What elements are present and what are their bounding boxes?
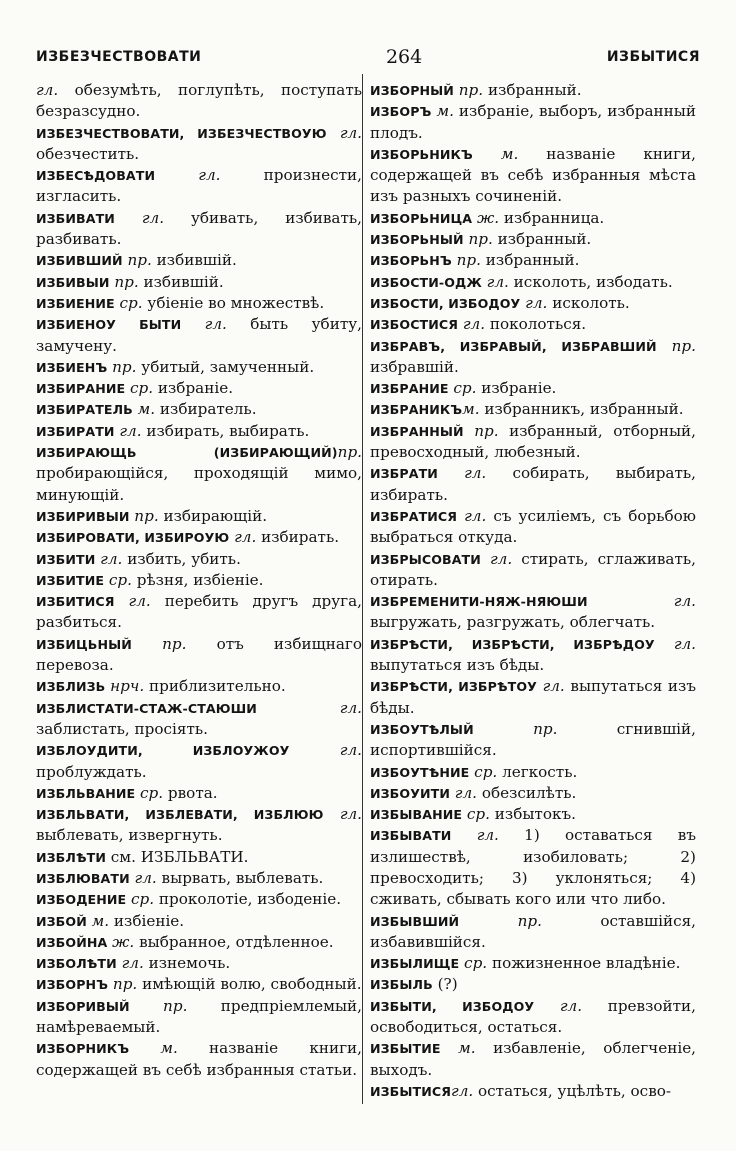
dictionary-entry	[370, 229, 696, 250]
entry-definition: избраніе, выборъ, избранный плодъ.	[370, 102, 696, 142]
entry-definition: остаться, уцѣлѣть, осво-	[473, 1081, 672, 1100]
entry-headword: ИЗБИРАТЕЛЬ	[36, 402, 133, 418]
entry-grammar: ср.	[469, 762, 498, 781]
entry-definition: 1) оставаться въ излишествѣ, изобиловать; 2) превосходить; 3) уклоняться; 4) сживать, сбывать кого или что либо.	[370, 826, 696, 909]
dictionary-entry	[36, 783, 362, 804]
entry-headword: ИЗБИВЫИ	[36, 274, 110, 290]
left-column	[36, 80, 362, 1081]
entry-definition: проколотіе, избоденіе.	[154, 890, 342, 909]
entry-headword: ИЗБОРЬНЪ	[370, 253, 452, 269]
entry-headword: ИЗБИРАЮЩЬ (ИЗБИРАЮЩИЙ)	[36, 445, 338, 461]
entry-headword: ИЗБОРЬНИЦА	[370, 210, 473, 226]
entry-grammar: пр.	[459, 911, 542, 930]
entry-grammar: пр.	[131, 634, 187, 653]
entry-headword: ИЗБОУИТИ	[370, 785, 450, 801]
entry-grammar: гл.	[458, 315, 486, 334]
entry-headword: ИЗБЫТИСЯ	[370, 1083, 452, 1099]
entry-grammar: нрч.	[105, 677, 145, 696]
entry-definition: исколоть.	[547, 293, 630, 312]
entry-headword: ИЗБОРНЫЙ	[370, 83, 454, 98]
dictionary-entry	[36, 911, 362, 932]
entry-definition: обезумѣть, поглупѣть, поступать безразсудно.	[36, 81, 362, 121]
entry-headword: ИЗБЫЛИЩЕ	[370, 956, 460, 972]
entry-grammar: ср.	[114, 293, 143, 312]
entry-grammar: гл.	[654, 634, 696, 653]
entry-grammar: гл.	[229, 528, 257, 547]
entry-headword: ИЗБИЕНОУ БЫТИ	[36, 317, 182, 333]
entry-definition: названіе книги, содержащей въ себѣ избранныя статьи.	[36, 1039, 362, 1079]
dictionary-entry	[36, 953, 362, 974]
entry-grammar: м.	[129, 1039, 178, 1058]
dictionary-entry	[370, 208, 696, 229]
entry-definition: заблистать, просіять.	[36, 719, 208, 738]
entry-definition: приблизительно.	[144, 677, 286, 696]
entry-definition: см. ИЗБЛЬВАТИ.	[105, 847, 249, 866]
entry-grammar: гл.	[114, 592, 151, 611]
entry-grammar: м.	[440, 1039, 476, 1058]
entry-definition: избившій.	[151, 251, 237, 270]
entry-headword: ИЗБОДЕНИЕ	[36, 892, 127, 908]
dictionary-entry	[36, 868, 362, 889]
entry-headword: ИЗБЛЮВАТИ	[36, 870, 130, 886]
dictionary-entry	[36, 314, 362, 357]
entry-grammar: м.	[86, 911, 110, 930]
entry-definition: выпутаться изъ бѣды.	[370, 677, 696, 717]
dictionary-entry	[370, 591, 696, 634]
header-right-word: ИЗБЫТИСЯ	[606, 49, 700, 65]
dictionary-entry	[370, 974, 696, 995]
entry-definition: вырвать, выблевать.	[156, 868, 324, 887]
dictionary-entry	[370, 719, 696, 762]
entry-definition: рѣзня, избіеніе.	[131, 570, 264, 589]
entry-definition: выгружать, разгружать, облегчать.	[370, 613, 656, 632]
entry-definition: избравшій.	[370, 357, 459, 376]
entry-headword: ИЗБИВАТИ	[36, 210, 115, 226]
entry-definition: изнемочь.	[143, 954, 231, 973]
dictionary-entry	[36, 932, 362, 953]
entry-definition: предпріемлемый, намѣреваемый.	[36, 996, 362, 1037]
entry-definition: оставшійся, избавившійся.	[370, 911, 696, 951]
entry-grammar: пр.	[122, 251, 152, 270]
entry-grammar: пр.	[337, 443, 362, 462]
entry-definition: выблевать, извергнуть.	[36, 826, 223, 845]
entry-headword: ИЗБОРНЪ	[36, 977, 109, 993]
entry-definition: избирать, выбирать.	[141, 421, 310, 440]
dictionary-entry	[36, 1038, 362, 1081]
entry-definition: проблуждать.	[36, 762, 147, 781]
entry-headword: ИЗБИРИВЫИ	[36, 508, 130, 524]
dictionary-entry	[370, 272, 696, 293]
entry-definition: избавленіе, облегченіе, выходъ.	[370, 1039, 697, 1079]
dictionary-entry	[370, 399, 696, 420]
entry-headword: ИЗБОРЪ	[370, 104, 432, 120]
entry-definition: сгнившій, испортившійся.	[370, 719, 696, 760]
entry-headword: ИЗБЫТИ, ИЗБОДОУ	[370, 998, 535, 1014]
entry-grammar: гл.	[114, 421, 142, 440]
entry-definition: выпутаться изъ бѣды.	[370, 656, 545, 675]
entry-definition: избраніе.	[153, 379, 234, 398]
dictionary-entry	[36, 123, 362, 166]
entry-definition: избранный, отборный, превосходный, любезный.	[370, 421, 696, 462]
dictionary-entry	[36, 506, 362, 527]
entry-definition: съ усиліемъ, съ борьбою выбраться откуда.	[370, 506, 696, 547]
dictionary-entry	[370, 101, 696, 144]
entry-headword: ИЗБРАНИЕ	[370, 381, 449, 397]
entry-grammar: ср.	[459, 954, 488, 973]
entry-headword: ИЗБРАТИ	[370, 466, 438, 482]
entry-definition: собирать, выбирать, избирать.	[370, 464, 696, 504]
entry-headword: ИЗБИЕНЪ	[36, 359, 108, 375]
entry-definition: легкость.	[497, 762, 578, 781]
entry-grammar: гл.	[481, 272, 509, 291]
entry-headword: ИЗБОРЬНЫЙ	[370, 232, 464, 248]
dictionary-entry	[370, 783, 696, 804]
entry-headword: ИЗБИЕНИЕ	[36, 295, 115, 311]
entry-grammar: ср.	[125, 379, 154, 398]
entry-headword: ИЗБЛЬВАТИ, ИЗБЛЕВАТИ, ИЗБЛЮЮ	[36, 807, 324, 823]
entry-definition: (?)	[432, 975, 458, 994]
entry-definition: выбранное, отдѣленное.	[134, 932, 334, 951]
entry-headword: ИЗБОРНИКЪ	[36, 1041, 130, 1057]
entry-definition: убитый, замученный.	[136, 357, 315, 376]
entry-grammar: пр.	[463, 421, 499, 440]
entry-definition: обезсилѣть.	[477, 783, 577, 802]
dictionary-entry	[36, 293, 362, 314]
entry-headword: ИЗБОРЬНИКЪ	[370, 146, 473, 162]
dictionary-entry	[370, 314, 696, 335]
entry-definition: имѣющій волю, свободный.	[137, 975, 362, 994]
entry-headword: ИЗБЛИЗЬ	[36, 679, 106, 695]
dictionary-entry	[370, 676, 696, 719]
dictionary-entry	[370, 1038, 696, 1081]
dictionary-entry	[370, 506, 696, 549]
dictionary-entry	[36, 250, 362, 271]
entry-headword: ИЗБИЦЬНЫЙ	[36, 636, 132, 652]
dictionary-entry	[36, 378, 362, 399]
entry-grammar: м.	[132, 400, 156, 419]
dictionary-entry	[36, 974, 362, 995]
dictionary-entry	[36, 80, 362, 123]
entry-headword: ИЗБЕЗЧЕСТВОВАТИ, ИЗБЕЗЧЕСТВОУЮ	[36, 125, 327, 141]
entry-grammar: гл.	[323, 805, 362, 824]
entry-grammar: ср.	[104, 570, 132, 589]
entry-definition: избившій.	[138, 272, 224, 291]
dictionary-entry	[370, 421, 696, 464]
entry-grammar: гл.	[129, 868, 157, 887]
entry-grammar: пр.	[451, 251, 481, 270]
entry-definition: избиратель.	[155, 400, 257, 419]
entry-definition: пробирающійся, проходящій мимо, минующій.	[36, 464, 362, 504]
dictionary-entry	[370, 378, 696, 399]
entry-grammar: ср.	[448, 379, 477, 398]
entry-definition: обезчестить.	[36, 144, 140, 163]
entry-headword: ИЗБРАНИКЪ	[370, 402, 463, 418]
entry-headword: ИЗБЫВАНИЕ	[370, 807, 463, 823]
entry-grammar: гл.	[181, 315, 227, 334]
entry-definition: избирающій.	[158, 506, 268, 525]
entry-grammar: м.	[431, 102, 454, 121]
dictionary-entry	[36, 740, 362, 783]
entry-headword: ИЗБИРОВАТИ, ИЗБИРОУЮ	[36, 530, 230, 546]
dictionary-entry	[36, 889, 362, 910]
entry-definition: произнести, изгласить.	[36, 166, 362, 206]
entry-definition: избытокъ.	[489, 805, 576, 824]
entry-headword: ИЗБЛИСТАТИ-СТАЖ-СТАЮШИ	[36, 700, 257, 716]
dictionary-entry	[36, 698, 362, 741]
column-divider	[362, 74, 363, 1104]
header-left-word: ИЗБЕЗЧЕСТВОВАТИ	[36, 49, 202, 65]
entry-headword: ИЗБРЫСОВАТИ	[370, 551, 481, 567]
entry-definition: убіеніе во множествѣ.	[142, 293, 325, 312]
entry-headword: ИЗБЫВАТИ	[370, 828, 452, 844]
dictionary-entry	[36, 527, 362, 548]
entry-grammar: гл.	[451, 826, 499, 845]
dictionary-entry	[370, 293, 696, 314]
entry-headword: ИЗБИРАТИ	[36, 423, 115, 439]
entry-definition: избранный.	[480, 251, 580, 270]
dictionary-entry	[370, 762, 696, 783]
entry-grammar: гл.	[289, 741, 362, 760]
entry-grammar: ж.	[107, 932, 135, 951]
entry-definition: поколоться.	[485, 315, 587, 334]
dictionary-entry	[36, 676, 362, 697]
entry-headword: ИЗБЫВШИЙ	[370, 913, 460, 929]
entry-headword: ИЗБИТИ	[36, 551, 96, 567]
entry-headword: ИЗБОСТИСЯ	[370, 317, 459, 333]
dictionary-entry	[370, 953, 696, 974]
dictionary-entry	[370, 996, 696, 1039]
entry-grammar: пр.	[129, 996, 188, 1015]
entry-grammar: гл.	[437, 464, 487, 483]
entry-definition: превзойти, освободиться, остаться.	[370, 996, 696, 1037]
entry-definition: исколоть, избодать.	[508, 272, 673, 291]
entry-grammar: м.	[472, 144, 519, 163]
dictionary-entry	[370, 804, 696, 825]
entry-headword: ИЗБИТИСЯ	[36, 594, 115, 610]
entry-grammar: гл.	[36, 81, 59, 99]
entry-definition: избіеніе.	[109, 911, 185, 930]
entry-headword: ИЗБОСТИ-ОДЖ	[370, 274, 482, 290]
entry-definition: убивать, избивать, разбивать.	[36, 208, 362, 249]
entry-grammar: гл.	[114, 208, 165, 227]
entry-headword: ИЗБИРАНИЕ	[36, 381, 126, 397]
entry-definition: избранникъ, избранный.	[479, 400, 684, 419]
entry-definition: названіе книги, содержащей въ себѣ избранныя мѣста изъ разныхъ сочиненій.	[370, 144, 696, 206]
entry-headword: ИЗБРАВЪ, ИЗБРАВЫЙ, ИЗБРАВШИЙ	[370, 338, 657, 354]
dictionary-entry	[36, 634, 362, 677]
entry-grammar: ср.	[126, 890, 155, 909]
entry-definition: избранный.	[492, 230, 592, 249]
entry-headword: ИЗБОСТИ, ИЗБОДОУ	[370, 295, 521, 311]
dictionary-entry	[36, 165, 362, 208]
entry-headword: ИЗБОРИВЫЙ	[36, 998, 130, 1014]
entry-headword: ИЗБРѢСТИ, ИЗБРѢСТИ, ИЗБРѢДОУ	[370, 636, 655, 652]
dictionary-entry	[36, 357, 362, 378]
entry-grammar: гл.	[480, 549, 513, 568]
entry-definition: избранница.	[499, 208, 605, 227]
page-number: 264	[385, 46, 423, 68]
dictionary-entry	[370, 250, 696, 271]
entry-headword: ИЗБРАННЫЙ	[370, 423, 464, 439]
dictionary-entry	[36, 549, 362, 570]
dictionary-entry	[36, 272, 362, 293]
entry-grammar: пр.	[463, 230, 493, 249]
dictionary-entry	[36, 421, 362, 442]
entry-grammar: пр.	[656, 336, 696, 355]
dictionary-entry	[370, 336, 696, 379]
dictionary-entry	[36, 208, 362, 251]
entry-headword: ИЗБЫЛЬ	[370, 977, 433, 993]
entry-definition: избранный.	[483, 81, 582, 99]
entry-grammar: гл.	[449, 783, 477, 802]
entry-grammar: гл.	[116, 954, 144, 973]
entry-headword: ИЗБЛОУДИТИ, ИЗБЛОУЖОУ	[36, 743, 290, 759]
entry-headword: ИЗБЫТИЕ	[370, 1041, 441, 1057]
dictionary-entry	[36, 399, 362, 420]
entry-grammar: гл.	[536, 677, 565, 696]
entry-grammar: пр.	[107, 357, 137, 376]
entry-headword: ИЗБОЙ	[36, 913, 87, 929]
entry-grammar: гл.	[520, 293, 548, 312]
entry-headword: ИЗБОЛѢТИ	[36, 956, 117, 972]
entry-grammar: гл.	[534, 996, 583, 1015]
entry-definition: рвота.	[163, 783, 218, 802]
entry-definition: стирать, сглаживать, отирать.	[370, 549, 696, 589]
entry-grammar: гл.	[587, 592, 696, 611]
entry-headword: ИЗБРАТИСЯ	[370, 508, 458, 524]
dictionary-entry	[370, 144, 696, 208]
entry-grammar: гл.	[457, 506, 487, 525]
entry-grammar: пр.	[109, 272, 139, 291]
running-header	[36, 40, 700, 74]
entry-definition: перебить другъ друга, разбиться.	[36, 592, 362, 632]
entry-definition: пожизненное владѣніе.	[487, 954, 681, 973]
entry-grammar: ж.	[472, 208, 500, 227]
entry-headword: ИЗБОУТѢНИЕ	[370, 764, 470, 780]
dictionary-entry	[370, 634, 696, 677]
entry-grammar: гл.	[256, 698, 362, 717]
entry-headword: ИЗБИТИЕ	[36, 572, 105, 588]
entry-definition: избить, убить.	[122, 549, 241, 568]
entry-headword: ИЗБЕСѢДОВАТИ	[36, 168, 156, 184]
entry-grammar: ср.	[135, 783, 164, 802]
dictionary-entry	[36, 804, 362, 847]
dictionary-entry	[36, 847, 362, 868]
entry-headword: ИЗБРЕМЕНИТИ-НЯЖ-НЯЮШИ	[370, 594, 588, 610]
entry-grammar: пр.	[108, 975, 138, 994]
entry-grammar: пр.	[129, 506, 159, 525]
dictionary-entry	[370, 463, 696, 506]
entry-grammar: ср.	[462, 805, 490, 824]
entry-headword: ИЗБЛѢТИ	[36, 849, 106, 865]
entry-grammar: пр.	[453, 81, 484, 99]
dictionary-entry	[370, 549, 696, 592]
dictionary-entry	[36, 570, 362, 591]
dictionary-entry	[36, 996, 362, 1039]
dictionary-entry	[370, 825, 696, 910]
entry-definition: отъ избищнаго перевоза.	[36, 634, 362, 675]
dictionary-entry	[36, 591, 362, 634]
entry-grammar: гл.	[451, 1081, 474, 1100]
entry-headword: ИЗБРѢСТИ, ИЗБРѢТОУ	[370, 679, 537, 695]
dictionary-entry	[370, 911, 696, 954]
entry-grammar: м.	[462, 400, 480, 419]
entry-headword: ИЗБОЙНА	[36, 934, 108, 950]
entry-definition: избирать.	[256, 528, 340, 547]
entry-grammar: гл.	[95, 549, 123, 568]
entry-definition: избраніе.	[476, 379, 557, 398]
right-column	[370, 80, 696, 1102]
entry-headword: ИЗБИВШИЙ	[36, 253, 123, 269]
dictionary-entry	[370, 1081, 696, 1102]
dictionary-entry	[370, 80, 696, 101]
entry-definition: быть убиту, замучену.	[36, 315, 362, 355]
entry-grammar: гл.	[155, 166, 221, 185]
entry-grammar: пр.	[473, 719, 558, 738]
dictionary-entry	[36, 442, 362, 506]
entry-grammar: гл.	[326, 123, 362, 142]
entry-headword: ИЗБОУТѢЛЫЙ	[370, 721, 474, 737]
entry-headword: ИЗБЛЬВАНИЕ	[36, 785, 136, 801]
